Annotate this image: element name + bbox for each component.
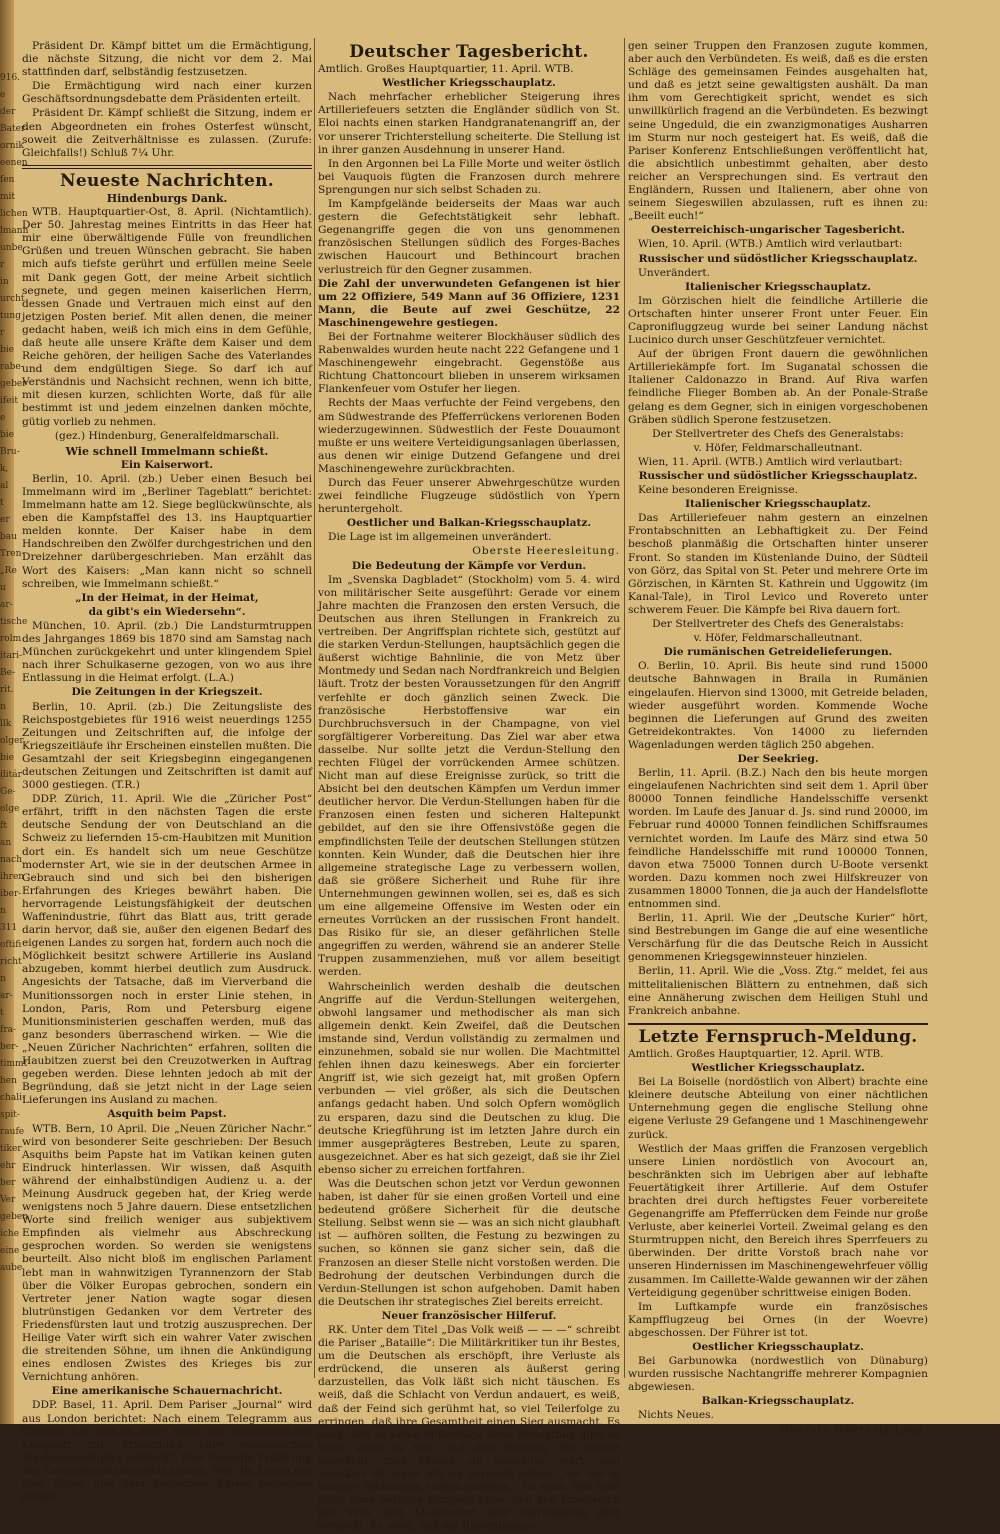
edge-fragment: u ar- [0,583,13,610]
edge-fragment: rit. [0,685,14,695]
edge-fragment: lmann [0,226,29,236]
paragraph: Im Kampfgelände beiderseits der Maas war auch gestern die Gefechtstätigkeit sehr lebhaft. Gegenangriffe gegen die von uns genommenen französischen Stellungen südlich des Forges-Baches zwischen Haucourt und Bethincourt brachen verlustreich für den Gegner zusammen. [318,198,620,276]
edge-fragment: nach [0,855,22,865]
subheading: Westlicher Kriegsschauplatz. [382,77,556,90]
article-title: Die Zeitungen in der Kriegszeit. [71,686,263,699]
article-title: Wie schnell Immelmann schießt. [65,444,269,458]
edge-fragment: olge [0,804,20,814]
article-title: „In der Heimat, in der Heimat, [75,591,259,604]
edge-fragment: ilitár [0,770,22,780]
subheading: Italienischer Kriegsschauplatz. [685,280,871,293]
paragraph: Keine besonderen Ereignisse. [638,484,798,497]
paragraph: Bei Garbunowka (nordwestlich von Dünaburg) wurden russische Nachtangriffe mehrerer Kompagnien abgewiesen. [628,1355,928,1394]
paragraph: Nach mehrfacher erheblicher Steigerung ihres Artilleriefeuers setzten die Engländer südlich von St. Eloi nachts einen starken Handgranatenangriff an, der vor unserer Trichterstellung scheiterte. Die Stellung ist in ihrer ganzen Ausdehnung in unserer Hand. [318,91,620,156]
edge-fragment: urcht [0,294,25,304]
paragraph: O. Berlin, 10. April. Bis heute sind rund 15000 deutsche Bahnwagen in Braila in Rumänien eingelaufen. Hiervon sind 13000, mit Getreide beladen, wieder ausgeführt worden. Kommende Woche beginnen die Lieferungen auf Grund des zweiten Getreidekontraktes. Von 14000 zu liefernden Wagenladungen werden täglich 250 abgehen. [628,660,928,751]
paragraph: Im „Svenska Dagbladet“ (Stockholm) vom 5. 4. wird von militärischer Seite ausgeführt: Gerade vor einem Jahre machten die Franzosen den ersten Versuch, die Deutschen aus ihren Stellungen in Frankreich zu vertreiben. Der Angriffsplan richtete sich, gestützt auf die starken Verdun-Stellungen, hauptsächlich gegen die äußerst wichtige Bahnlinie, die von Metz über Montmedy und Sedan nach Nordfrankreich und Belgien läuft. Trotz der besten Voraussetzungen für den Angriff verfehlte er doch gänzlich seinen Zweck. Die französische Herbstoffensive war ein Durchbruchsversuch in der Champagne, von viel sorgfältigerer Vorbereitung. Das Ziel war aber etwa dasselbe. Nur sollte jetzt die Verdun-Stellung den rechten Flügel der vorrückenden Armee schützen. Nicht man auf diese Ereignisse zurück, so tritt die Absicht bei den deutschen Kämpfen um Verdun immer deutlicher hervor. Die Verdun-Stellungen haben für die Franzosen einen festen und sicheren Haltepunkt gebildet, auf den sie ihre Offensivstöße gegen die empfindlichsten Teile der deutschen Stellungen stützen konnten. Kein Wunder, daß die Deutschen hier ihre allgemeine strategische Lage zu verbessern wollen, daß sie größere Sicherheit und Ruhe für ihre Unternehmungen gewinnen wollen, sei es, daß es sich um eine allgemeine Offensive im Westen oder ein erneutes Vorrücken an der russischen Front handelt. Das Risiko für sie, an dieser gefährlichen Stelle angegriffen zu werden, während sie an anderer Stelle Truppen zusammenziehen, muß vor allem beseitigt werden. [318,573,621,979]
dateline: Amtlich. Großes Hauptquartier, 12. April. WTB. [628,1047,884,1060]
article-title: Hindenburgs Dank. [106,191,228,205]
edge-fragment: ber [0,1178,16,1188]
subheading: Oestlicher Kriegsschauplatz. [692,1341,864,1353]
section-heading: Neueste Nachrichten. [59,170,275,191]
edge-fragment: itari- [0,651,23,661]
edge-fragment: ornik [0,141,24,151]
signature-line: Der Stellvertreter des Chefs des Generalstabs: [652,618,904,631]
signature-line: (gez.) Hindenburg, Generalfeldmarschall. [54,429,280,442]
subheading: Balkan-Kriegsschauplatz. [701,1395,855,1408]
edge-fragment: spit- [0,1110,20,1120]
edge-fragment: oftifi [0,940,22,950]
edge-fragment: olger [0,736,24,746]
edge-fragment: mit [0,192,16,202]
edge-fragment: iber- [0,889,22,899]
edge-fragment: n 311 [0,906,18,933]
subheading: Russischer und südöstlicher Kriegsschauplatz. [638,252,918,265]
paragraph: Bei der Fortnahme weiterer Blockhäuser südlich des Rabenwaldes wurden heute nacht 222 Gefangene und 1 Maschinengewehr eingebracht. Gegenstöße aus Richtung Chattoncourt blieben in unserem wirksamen Flankenfeuer vom Ostufer her liegen. [318,330,620,396]
paragraph: Berlin, 10. April. (zb.) Ueber einen Besuch bei Immelmann wird im „Berliner Tageblatt“ berichtet: Immelmann hatte am 12. Siege beglückwünschte, als eben die Kampfstaffel des 13. ins Hauptquartier melden konnte. Der Kaiser habe in dem Handschreiben den Zwölfer durchgestrichen und den Dreizehner darübergeschrieben. Man erzählt das Wort des Kaisers: „Man kann nicht so schnell schreiben, wie Immelmann schießt.“ [22,472,312,590]
column-left [22,40,312,1504]
subheading: Russischer und südöstlicher Kriegsschauplatz. [638,470,918,482]
article-title: Asquith beim Papst. [107,1108,227,1121]
article-subtitle: Ein Kaiserwort. [120,458,214,471]
bold-paragraph [318,278,620,330]
edge-fragment: unbe [0,243,23,253]
article-title-line2: da gibt's ein Wiedersehn“. [88,605,246,618]
paragraph: Das Artilleriefeuer nahm gestern an einzelnen Frontabschnitten an Lebhaftigkeit zu. Der Feind beschoß planmäßig die Ortschaften hinter unserer Front. So standen im Küstenlande Duino, der Südteil von Görz, das Spital von St. Peter und mehrere Orte im Görzischen, in Kärnten St. Kathrein und Uggowitz (im Kanal-Tale), in Tirol Levico und Rovereto unter schwerem Feuer. Die Kämpfe bei Riva dauern fort. [628,512,928,616]
article-title: Oesterreichisch-ungarischer Tagesbericht. [651,224,905,237]
edge-fragment: timmt [0,1059,28,1069]
dateline: Wien, 11. April. (WTB.) Amtlich wird verlautbart: [638,455,903,468]
paragraph: Westlich der Maas griffen die Franzosen vergeblich unsere Linien nordöstlich von Avocourt an, beschränkten sich im Uebrigen aber auf lebhafte Feuertätigkeit ihrer Artillerie. Auf dem Ostufer brachten drei durch heftigstes Feuer vorbereitete Gegenangriffe am Pfefferrücken dem Feinde nur große Verluste, aber keinerlei Vorteil. Zweimal gelang es den Sturmtruppen nicht, den Bereich ihres Sperrfeuers zu überwinden. Der dritte Vorstoß brach nahe vor unseren Hindernissen im Maschinengewehrfeuer völlig zusammen. Im Caillette-Walde gewannen wir der zähen Verteidigung gegenüber schrittweise einigen Boden. [628,1142,928,1299]
signature-line: Der Stellvertreter des Chefs des Generalstabs: [652,427,904,440]
paragraph: DDP. Zürich, 11. April. Wie die „Züricher Post“ erfährt, trifft in den nächsten Tagen die erste deutsche Sendung der von Deutschland an die Schweiz zu liefernden 15-cm-Haubitzen mit Munition dort ein. Es handelt sich um neue Geschütze modernster Art, wie sie in der deutschen Armee in Gebrauch sind und sich bei den bisherigen Erfahrungen des Krieges bewährt haben. Die hervorragende Leistungsfähigkeit der deutschen Waffenindustrie, führt das Blatt aus, tritt gerade darin hervor, daß sie, außer den eigenen Bedarf des eigenen Landes zu sorgen hat, fordern auch noch die Möglichkeit besitzt schwere Artillerie ins Ausland abzugeben, kommt hierbei deutlich zum Ausdruck. Angesichts der Tatsache, daß im Vierverband die Munitionssorgen noch in erster Linie stehen, in London, Paris, Rom und Petersburg eigene Munitionsministerien geschaffen werden, muß das ganz besonders überraschend wirken. — Wie die „Neuen Züricher Nachrichten“ erfahren, sollten die Haubitzen zuerst bei den Creuzotwerken in Auftrag gegeben werden. Diese lehnten jedoch ab mit der Begründung, daß sie jetzt nicht in der Lage seien Lieferungen ins Ausland zu machen. [22,793,312,1107]
paragraph: DDP. Basel, 11. April. Dem Pariser „Journal“ wird aus London berichtet: Nach einem Telegramm aus Chicago hat man in einer Stadt ein anarchistisches Komplott zur Ermordung aller europäischen Staatsoberhäupter entdeckt. Eine formelle Erklärung des Generalstaatsanwaltes besagt, daß die Listen mit dem Zaren und dem deutschen Kaiser begonnen haben. [22,1399,312,1504]
paragraph: gen seiner Truppen den Franzosen zugute kommen, aber auch den Verbündeten. Es weiß, daß es die ersten Schläge des gemeinsamen Feindes ausgehalten hat, und daß es jetzt seine gewaltigsten aushält. Da man ihm vom Gerechtigkeit spricht, wendet es sich unwillkürlich fragend an die Verbündeten. Es bezwingt seine Ungeduld, die ein zwanzigmonatiges Ausharren im Sturm nur noch gesteigert hat. Es weiß, daß die Pariser Konferenz Entschließungen veröffentlicht hat, die absichtlich unbestimmt gehalten, aber desto reicher an Versprechungen sind. Es vertraut den Engländern, Russen und Italienern, aber ohne von seinem Siegeswillen abzulassen, ruft es ihnen zu: „Beeilt euch!“ [628,40,928,223]
section-heading: Letzte Fernspruch-Meldung. [638,1026,918,1047]
edge-fragment: tiker [0,1144,22,1154]
edge-fragment: r bie [0,328,14,355]
edge-fragment: geber [0,379,27,389]
subheading: Westlicher Kriegsschauplatz. [691,1062,865,1075]
paragraph: Die Lage ist im allgemeinen unverändert. [328,531,552,544]
signature-name: v. Höfer, Feldmarschalleutnant. [693,632,863,645]
edge-fragment: iche [0,1229,20,1239]
paragraph: In den Argonnen bei La Fille Morte und weiter östlich bei Vauquois fügten die Franzosen durch mehrere Sprengungen nur sich selbst Schaden zu. [318,157,620,196]
divider [628,1023,928,1025]
paragraph: Im Luftkampfe wurde ein französisches Kampfflugzeug bei Ornes (in der Woevre) abgeschossen. Der Führer ist tot. [628,1300,928,1339]
edge-fragment: chali- [0,1093,26,1103]
edge-fragment: eenen [0,158,28,168]
article-title: Der Seekrieg. [737,752,819,765]
edge-fragment: ber- [0,1042,19,1052]
subheading: Oestlicher und Balkan-Kriegsschauplatz. [346,517,592,530]
edge-fragment: Bater- [0,124,29,134]
column-right [628,40,928,1436]
signature-line: Oberste Heeresleitung. [780,1423,928,1436]
edge-fragment: tische [0,617,28,627]
paragraph: Im Görzischen hielt die feindliche Artillerie die Ortschaften hinter unserer Front unter Feuer. Ein Capronifluggzeug wurde bei seiner Landung nächst Lucinico durch unser Geschützfeuer vernichtet. [628,294,928,347]
edge-fragment: ehr [0,1161,16,1171]
paragraph: Unverändert. [638,266,710,279]
edge-fragment: e bie [0,413,14,440]
edge-fragment: t er [0,498,10,525]
edge-fragment: Ge- [0,787,16,797]
edge-fragment: 916. [0,73,21,83]
paragraph: Berlin, 11. April. Wie die „Voss. Ztg.“ meldet, fei aus mittelitalienischen Blättern zu entnehmen, daß sich eine Annäherung zwischen dem Heiligen Stuhl und Frankreich anbahne. [628,965,928,1017]
paragraph: Auf der übrigen Front dauern die gewöhnlichen Artilleriekämpfe fort. Im Suganatal schossen die Italiener Caldonazzo in Brand. Auf Riva warfen feindliche Flieger Bomben ab. An der Ponale-Straße gelang es dem Gegner, sich in einigen vorgeschobenen Gräben südlich Sperone festzusetzen. [628,348,928,426]
edge-fragment: bie [0,753,14,763]
edge-fragment: k, al [0,464,9,491]
article-title: Die rumänischen Getreidelieferungen. [663,646,893,659]
paragraph: Berlin, 11. April. Wie der „Deutsche Kurier“ hört, sind Bestrebungen im Gange die auf eine wesentliche Verschärfung für die das Deutsche Reich in Aussicht genommenen Kriegsgewinnsteuer hinzielen. [628,912,928,964]
paragraph: Die Ermächtigung wird nach einer kurzen Geschäftsordnungsdebatte dem Präsidenten erteilt. [22,80,312,106]
edge-fragment: rabe- [0,362,24,372]
article-title: Die Bedeutung der Kämpfe vor Verdun. [351,559,587,572]
edge-fragment: „Re [0,566,17,576]
edge-fragment: hen [0,1076,17,1086]
edge-fragment: n ar- [0,974,13,1001]
section-heading: Deutscher Tagesbericht. [349,42,589,62]
adjacent-page-fragments [0,70,29,1273]
paragraph: RK. Unter dem Titel „Das Volk weiß — — —“ schreibt die Pariser „Bataille“: Die Militärkritiker tun ihr Bestes, um die Deutschen als erschöpft, ihre Verluste als erdrückend, die unseren als äußerst gering darzustellen, das Volk läßt sich nicht täuschen. Es weiß, daß die Schlacht von Verdun andauert, es weiß, daß der Feind sich gerühmt hat, so viel Teilerfolge zu erringen, daß ihre Gesamtheit einen Sieg ausmacht. Es weiß, daß es keine Mißerfolge ohne Bedeutung gibt; es lacht, wenn es hört, daß ihre Stellung, die unsere schwächt, man könnte sie hinstellte, wert- und zwecklos ist, wenn wir sie geräumt haben, „um uns in bessere Stellungen zurückzuziehen.“ Es weiß, daß man nicht ohne Verluste kämpfen kann, und daß Frankreich bei Vaux und Malancourt sein wertvollstes Blut vergießt. Es weiß, daß die Riesenleistun- [318,1324,620,1533]
edge-fragment: ft an [0,821,12,848]
edge-fragment: aube [0,1263,23,1273]
edge-fragment: r in [0,260,9,287]
edge-fragment: raufe [0,1127,25,1137]
paragraph: Präsident Dr. Kämpf bittet um die Ermächtigung, die nächste Sitzung, die nicht vor dem 2. Mai stattfinden darf, selbständig festzusetzen. [22,40,312,79]
paragraph: Nichts Neues. [638,1409,714,1422]
column-rule [624,38,625,1378]
paragraph: Berlin, 11. April. (B.Z.) Nach den bis heute morgen eingelaufenen Nachrichten sind seit dem 1. April über 80000 Tonnen feindliche Handelsschiffe versenkt worden. Im Laufe des Januar d. Js. sind rund 20000, im Februar rund 40000 Tonnen feindlichen Schiffsraumes vernichtet worden. Im Laufe des März sind etwa 50 feindliche Handelsschiffe mit rund 100000 Tonnen, davon etwa 75000 Tonnen durch U-Boote versenkt worden. Dazu kommen noch zwei Hilfskreuzer von zusammen 18000 Tonnen, die ja auch der Handelsflotte entnommen sind. [628,767,928,910]
edge-fragment: rolm [0,634,22,644]
edge-fragment: tung [0,311,21,321]
paragraph: München, 10. April. (zb.) Die Landsturmtruppen des Jahrganges 1869 bis 1870 sind am Samstag nach München zurückgekehrt und unter klingendem Spiel nach ihrer Schulkaserne gezogen, von wo aus ihre Entlassung in die Heimat erfolgt. (L.A.) [22,619,312,685]
edge-fragment: fen [0,175,15,185]
edge-fragment: ihren [0,872,25,882]
edge-fragment: richt [0,957,22,967]
paragraph: Was die Deutschen schon jetzt vor Verdun gewonnen haben, ist daher für sie einen großen Vorteil und eine bedeutend größere Sicherheit für die deutsche Stellung. Selbst wenn sie — was an sich nicht glaubhaft ist — aufhören sollten, die Festung zu bezwingen zu suchen, so können sie ganz sicher sein, daß die Franzosen an dieser Stelle nicht vorstoßen werden. Die Bedrohung der deutschen Verbindungen durch die Verdun-Stellungen ist schon aufgehoben. Damit haben die Deutschen ihr strategisches Ziel bereits erreicht. [318,1177,620,1308]
paragraph: Durch das Feuer unserer Abwehrgeschütze wurden zwei feindliche Flugzeuge südöstlich von Ypern heruntergeholt. [318,477,620,516]
edge-fragment: lichen [0,209,28,219]
edge-fragment: ifeit [0,396,19,406]
edge-fragment: Bru- [0,447,20,457]
paragraph: Berlin, 10. April. (zb.) Die Zeitungsliste des Reichspostgebietes für 1916 weist neuerdings 1255 Zeitungen und Zeitschriften auf, die infolge der Kriegszeitläufe ihr Erscheinen einstellen mußten. Die Gesamtzahl der seit Kriegsbeginn eingegangenen deutschen Zeitungen und Zeitschriften ist damit auf 3000 gestiegen. (T.R.) [22,700,312,792]
divider [22,165,312,169]
edge-fragment: Ver [0,1195,16,1205]
edge-fragment: n llk [0,702,12,729]
column-rule [314,38,315,1378]
bold-text: Die Zahl der unverwundeten Gefangenen ist hier um 22 Offiziere, 549 Mann auf 36 Offiziere, 1231 Mann, die Beute auf zwei Geschütze, 22 Maschinengewehre gestiegen. [318,277,620,329]
paragraph: Wahrscheinlich werden deshalb die deutschen Angriffe auf die Verdun-Stellungen weitergehen, obwohl langsamer und methodischer als man sich allgemein denkt. Kein Zweifel, daß die Deutschen imstande sind, Verdun vollständig zu zermalmen und einzunehmen, sobald sie nur wollen. Die Machtmittel fehlen ihnen dazu keineswegs. Aber ein forcierter Angriff ist, wie sich gezeigt hat, mit großen Opfern verbunden — viel größer, als sich die Deutschen anfangs gedacht haben. Und solch Opfern womöglich zu ersparen, dazu sind die Deutschen zu klug. Die deutsche Kriegführung ist im letzten Jahre durch ein immer ausgeprägteres Bestreben, Leute zu sparen, ausgezeichnet. Aber es hat sich gezeigt, daß sie ihr Ziel ebenso sicher zu erreichen fortfahren. [318,980,620,1176]
article-title: Neuer französischer Hilferuf. [381,1309,557,1322]
article-title: Eine amerikanische Schauernachricht. [51,1385,283,1398]
dateline: Amtlich. Großes Hauptquartier, 11. April. WTB. [318,63,574,76]
dateline: Wien, 10. April. (WTB.) Amtlich wird verlautbart: [638,238,903,251]
signature-line: Oberste Heeresleitung. [472,545,620,558]
paragraph: Präsident Dr. Kämpf schließt die Sitzung, indem er den Abgeordneten ein frohes Osterfest wünscht, soweit die Zeitverhältnisse es zulassen. (Zurufe: Gleichfalls!) Schluß 7¼ Uhr. [22,107,312,159]
edge-fragment: eine [0,1246,20,1256]
paragraph: WTB. Bern, 10 April. Die „Neuen Züricher Nachr.“ wird von besonderer Seite geschrieben: Der Besuch Asquiths beim Papste hat im Vatikan keinen guten Eindruck hinterlassen. Wir wissen, daß Asquith während der einhalbstündigen Audienz u. a. der Meinung Ausdruck gegeben hat, der Krieg werde wenigstens noch 5 Jahre dauern. Diese entsetzlichen Worte sind freilich weniger aus subjektivem Empfinden als vielmehr aus Abschreckung gesprochen worden. So werden sie wenigstens beurteilt. Also nicht bloß im englischen Parlament lebt man in wahnwitzigen Tyrannenzorn der Stab über die Völker Europas gebrochen, sondern ein Vertreter jener Nation wagte sogar diesen blutrünstigen Gedanken vor dem Vertreter des Friedensfürsten laut und trotzig auszusprechen. Der Heilige Vater wirft sich ein wahrer Vater zwischen die streitenden Söhne, um ihnen die Ankündigung eines endlosen Zwistes des Krieges bis zur Vernichtung anhören. [22,1122,312,1384]
edge-fragment: Tren- [0,549,25,559]
paragraph: Bei La Boiselle (nordöstlich von Albert) brachte eine kleinere deutsche Abteilung von einer nächtlichen Unternehmung gegen die englische Stellung ohne eigene Verluste 29 Gefangene und 1 Maschinengewehr zurück. [628,1076,928,1141]
edge-fragment: e der [0,90,16,117]
column-middle [318,40,621,1533]
edge-fragment: geben [0,1212,28,1222]
edge-fragment: t fra- [0,1008,17,1035]
signature-name: v. Höfer, Feldmarschalleutnant. [693,441,863,454]
edge-fragment: Be- [0,668,15,678]
subheading: Italienischer Kriegsschauplatz. [685,498,871,511]
paragraph: Rechts der Maas verfuchte der Feind vergebens, den am Südwestrande des Pfefferrückens verlorenen Boden wiederzugewinnen. Südwestlich der Feste Douaumont mußte er uns weitere Verteidigungsanlagen überlassen, aus denen wir einige Dutzend Gefangene und drei Maschinengewehre zurückbrachten. [318,397,620,475]
paragraph: WTB. Hauptquartier-Ost, 8. April. (Nichtamtlich). Der 50. Jahrestag meines Eintritts in das Heer hat mir eine überwältigende Fülle von freundlichen Grüßen und treuen Wünschen gebracht. Sie haben mich aufs tiefste gerührt und erfüllen meine Seele mit Dank gegen Gott, der meine Arbeit sichtlich segnete, und gegen meinen kaiserlichen Herrn, dessen Gnade und Vertrauen mich einst auf den jetzigen Posten berief. Mit allen denen, die meiner gedacht haben, weiß ich mich eins in dem Gefühle, daß heute alle unsere Kräfte dem Kaiser und dem Reiche gehören, der heiligen Sache des Vaterlandes und dem endgültigen Siege. So darf ich auf Verständnis und Nachsicht rechnen, wenn ich bitte, mit diesen kurzen, schlichten Worte, daß für alle bestimmt ist und jedem einzelnen danken möchte, gütig vorlieb zu nehmen. [22,206,312,428]
edge-fragment: bau [0,532,17,542]
